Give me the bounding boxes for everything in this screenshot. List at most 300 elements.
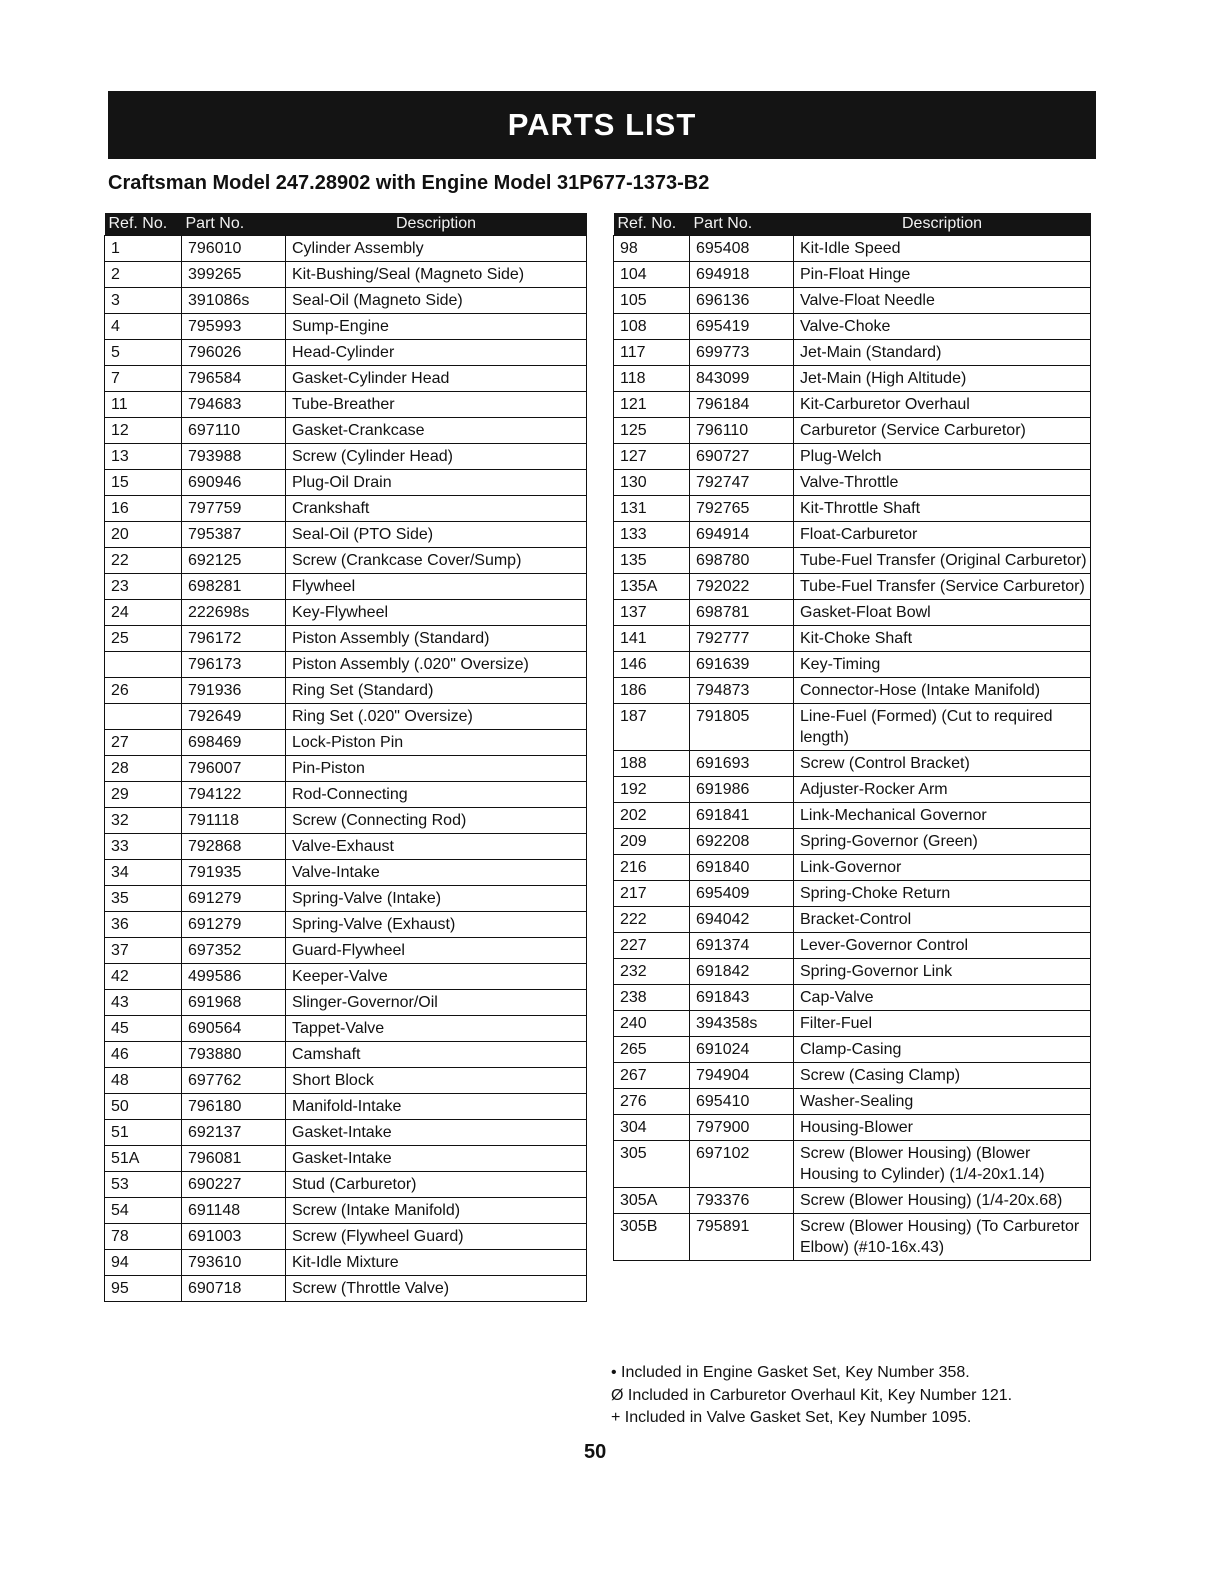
ref-no-cell: 12 — [105, 418, 182, 444]
part-no-cell: 843099 — [690, 366, 794, 392]
table-row — [105, 470, 587, 496]
ref-no-cell: 25 — [105, 626, 182, 652]
table-row — [105, 886, 587, 912]
description-cell: Connector-Hose (Intake Manifold) — [794, 678, 1091, 704]
ref-no-cell: 232 — [614, 959, 690, 985]
ref-no-cell: 36 — [105, 912, 182, 938]
table-row — [614, 933, 1091, 959]
table-row — [105, 808, 587, 834]
description-cell: Jet-Main (Standard) — [794, 340, 1091, 366]
part-no-cell: 694042 — [690, 907, 794, 933]
table-header — [614, 213, 1091, 236]
description-cell: Valve-Choke — [794, 314, 1091, 340]
ref-no-cell: 217 — [614, 881, 690, 907]
description-cell: Screw (Throttle Valve) — [286, 1276, 587, 1302]
description-cell: Pin-Piston — [286, 756, 587, 782]
table-row — [105, 912, 587, 938]
ref-no-cell: 35 — [105, 886, 182, 912]
ref-no-cell: 276 — [614, 1089, 690, 1115]
ref-no-cell: 51A — [105, 1146, 182, 1172]
description-cell: Washer-Sealing — [794, 1089, 1091, 1115]
part-no-cell: 796180 — [182, 1094, 286, 1120]
table-row — [105, 1276, 587, 1302]
ref-no-cell: 48 — [105, 1068, 182, 1094]
description-cell: Lever-Governor Control — [794, 933, 1091, 959]
ref-no-cell: 305A — [614, 1188, 690, 1214]
description-cell: Valve-Throttle — [794, 470, 1091, 496]
ref-no-cell: 11 — [105, 392, 182, 418]
description-cell: Bracket-Control — [794, 907, 1091, 933]
part-no-cell: 794873 — [690, 678, 794, 704]
table-row — [105, 704, 587, 730]
table-body — [105, 236, 587, 1302]
table-row — [105, 574, 587, 600]
part-no-cell: 695408 — [690, 236, 794, 262]
part-no-cell: 698281 — [182, 574, 286, 600]
description-cell: Adjuster-Rocker Arm — [794, 777, 1091, 803]
table-row — [614, 626, 1091, 652]
part-no-cell: 691639 — [690, 652, 794, 678]
ref-no-cell: 304 — [614, 1115, 690, 1141]
part-no-cell: 695419 — [690, 314, 794, 340]
part-no-cell: 796081 — [182, 1146, 286, 1172]
description-cell: Camshaft — [286, 1042, 587, 1068]
part-no-cell: 690564 — [182, 1016, 286, 1042]
header-part-no: Part No. — [690, 213, 794, 236]
table-row — [105, 626, 587, 652]
table-row — [614, 855, 1091, 881]
description-cell: Manifold-Intake — [286, 1094, 587, 1120]
ref-no-cell: 227 — [614, 933, 690, 959]
table-row — [105, 1250, 587, 1276]
part-no-cell: 791935 — [182, 860, 286, 886]
description-cell: Stud (Carburetor) — [286, 1172, 587, 1198]
ref-no-cell: 117 — [614, 340, 690, 366]
table-row — [105, 834, 587, 860]
description-cell: Kit-Idle Mixture — [286, 1250, 587, 1276]
table-row — [614, 548, 1091, 574]
table-row — [614, 751, 1091, 777]
description-cell: Gasket-Intake — [286, 1120, 587, 1146]
part-no-cell: 697762 — [182, 1068, 286, 1094]
table-row — [614, 1115, 1091, 1141]
description-cell: Screw (Crankcase Cover/Sump) — [286, 548, 587, 574]
description-cell: Key-Flywheel — [286, 600, 587, 626]
table-row — [614, 1063, 1091, 1089]
table-row — [614, 600, 1091, 626]
table-row — [614, 777, 1091, 803]
table-row — [105, 548, 587, 574]
table-row — [614, 522, 1091, 548]
description-cell: Float-Carburetor — [794, 522, 1091, 548]
ref-no-cell: 209 — [614, 829, 690, 855]
description-cell: Clamp-Casing — [794, 1037, 1091, 1063]
description-cell: Gasket-Float Bowl — [794, 600, 1091, 626]
table-row — [614, 907, 1091, 933]
part-no-cell: 795993 — [182, 314, 286, 340]
description-cell: Link-Governor — [794, 855, 1091, 881]
description-cell: Screw (Casing Clamp) — [794, 1063, 1091, 1089]
part-no-cell: 691374 — [690, 933, 794, 959]
table-row — [105, 990, 587, 1016]
ref-no-cell: 13 — [105, 444, 182, 470]
table-row — [614, 288, 1091, 314]
ref-no-cell: 105 — [614, 288, 690, 314]
ref-no-cell: 125 — [614, 418, 690, 444]
part-no-cell: 699773 — [690, 340, 794, 366]
description-cell: Tube-Breather — [286, 392, 587, 418]
description-cell: Keeper-Valve — [286, 964, 587, 990]
ref-no-cell: 192 — [614, 777, 690, 803]
ref-no-cell — [105, 652, 182, 678]
part-no-cell: 698780 — [690, 548, 794, 574]
table-row — [105, 444, 587, 470]
description-cell: Ring Set (.020" Oversize) — [286, 704, 587, 730]
description-cell: Housing-Blower — [794, 1115, 1091, 1141]
part-no-cell: 796026 — [182, 340, 286, 366]
description-cell: Ring Set (Standard) — [286, 678, 587, 704]
table-row — [614, 985, 1091, 1011]
description-cell: Crankshaft — [286, 496, 587, 522]
part-no-cell: 796010 — [182, 236, 286, 262]
description-cell: Line-Fuel (Formed) (Cut to required length) — [794, 704, 1091, 751]
description-cell: Spring-Governor (Green) — [794, 829, 1091, 855]
table-row — [614, 959, 1091, 985]
footnote-carburetor-kit: Ø Included in Carburetor Overhaul Kit, Key Number 121. — [611, 1386, 1013, 1404]
description-cell: Piston Assembly (.020" Oversize) — [286, 652, 587, 678]
description-cell: Flywheel — [286, 574, 587, 600]
table-row — [614, 392, 1091, 418]
part-no-cell: 793610 — [182, 1250, 286, 1276]
part-no-cell: 698469 — [182, 730, 286, 756]
part-no-cell: 794904 — [690, 1063, 794, 1089]
table-row — [105, 756, 587, 782]
table-row — [105, 1172, 587, 1198]
part-no-cell: 694914 — [690, 522, 794, 548]
table-row — [614, 1141, 1091, 1188]
table-header — [105, 213, 587, 236]
part-no-cell: 792868 — [182, 834, 286, 860]
table-row — [105, 600, 587, 626]
ref-no-cell: 135A — [614, 574, 690, 600]
description-cell: Jet-Main (High Altitude) — [794, 366, 1091, 392]
table-row — [105, 418, 587, 444]
ref-no-cell: 2 — [105, 262, 182, 288]
ref-no-cell: 141 — [614, 626, 690, 652]
description-cell: Kit-Bushing/Seal (Magneto Side) — [286, 262, 587, 288]
part-no-cell: 691279 — [182, 886, 286, 912]
part-no-cell: 691279 — [182, 912, 286, 938]
part-no-cell: 792022 — [690, 574, 794, 600]
table-row — [105, 1198, 587, 1224]
table-row — [614, 1037, 1091, 1063]
table-row — [614, 314, 1091, 340]
part-no-cell: 698781 — [690, 600, 794, 626]
part-no-cell: 796007 — [182, 756, 286, 782]
description-cell: Gasket-Intake — [286, 1146, 587, 1172]
ref-no-cell: 34 — [105, 860, 182, 886]
table-row — [105, 314, 587, 340]
table-row — [105, 1094, 587, 1120]
part-no-cell: 391086s — [182, 288, 286, 314]
part-no-cell: 793376 — [690, 1188, 794, 1214]
header-ref-no: Ref. No. — [614, 213, 690, 236]
ref-no-cell: 37 — [105, 938, 182, 964]
part-no-cell: 222698s — [182, 600, 286, 626]
ref-no-cell: 78 — [105, 1224, 182, 1250]
ref-no-cell: 28 — [105, 756, 182, 782]
ref-no-cell: 98 — [614, 236, 690, 262]
description-cell: Filter-Fuel — [794, 1011, 1091, 1037]
table-row — [105, 236, 587, 262]
description-cell: Screw (Cylinder Head) — [286, 444, 587, 470]
part-no-cell: 795387 — [182, 522, 286, 548]
part-no-cell: 394358s — [690, 1011, 794, 1037]
ref-no-cell: 3 — [105, 288, 182, 314]
table-row — [614, 1188, 1091, 1214]
part-no-cell: 691840 — [690, 855, 794, 881]
part-no-cell: 692208 — [690, 829, 794, 855]
description-cell: Kit-Carburetor Overhaul — [794, 392, 1091, 418]
part-no-cell: 792777 — [690, 626, 794, 652]
description-cell: Short Block — [286, 1068, 587, 1094]
part-no-cell: 795891 — [690, 1214, 794, 1261]
description-cell: Gasket-Cylinder Head — [286, 366, 587, 392]
ref-no-cell: 43 — [105, 990, 182, 1016]
part-no-cell: 794122 — [182, 782, 286, 808]
table-body — [614, 236, 1091, 1261]
ref-no-cell: 305B — [614, 1214, 690, 1261]
description-cell: Sump-Engine — [286, 314, 587, 340]
part-no-cell: 791118 — [182, 808, 286, 834]
part-no-cell: 792649 — [182, 704, 286, 730]
table-row — [614, 418, 1091, 444]
part-no-cell: 797759 — [182, 496, 286, 522]
ref-no-cell: 135 — [614, 548, 690, 574]
description-cell: Tappet-Valve — [286, 1016, 587, 1042]
part-no-cell: 696136 — [690, 288, 794, 314]
description-cell: Valve-Exhaust — [286, 834, 587, 860]
ref-no-cell: 222 — [614, 907, 690, 933]
description-cell: Valve-Float Needle — [794, 288, 1091, 314]
table-row — [614, 1214, 1091, 1261]
part-no-cell: 691148 — [182, 1198, 286, 1224]
part-no-cell: 796173 — [182, 652, 286, 678]
table-row — [105, 730, 587, 756]
part-no-cell: 695409 — [690, 881, 794, 907]
table-row — [614, 881, 1091, 907]
description-cell: Cylinder Assembly — [286, 236, 587, 262]
table-row — [614, 574, 1091, 600]
part-no-cell: 691843 — [690, 985, 794, 1011]
table-row — [105, 496, 587, 522]
description-cell: Screw (Connecting Rod) — [286, 808, 587, 834]
footnote-valve-gasket: + Included in Valve Gasket Set, Key Number 1095. — [611, 1409, 972, 1426]
part-no-cell: 690727 — [690, 444, 794, 470]
description-cell: Screw (Control Bracket) — [794, 751, 1091, 777]
table-row — [614, 340, 1091, 366]
ref-no-cell: 5 — [105, 340, 182, 366]
parts-table-left — [104, 213, 587, 1302]
header-ref-no: Ref. No. — [105, 213, 182, 236]
description-cell: Seal-Oil (PTO Side) — [286, 522, 587, 548]
page-title: PARTS LIST — [507, 107, 697, 142]
description-cell: Screw (Blower Housing) (To Carburetor Elbow) (#10-16x.43) — [794, 1214, 1091, 1261]
ref-no-cell: 32 — [105, 808, 182, 834]
part-no-cell: 691842 — [690, 959, 794, 985]
ref-no-cell: 50 — [105, 1094, 182, 1120]
ref-no-cell: 186 — [614, 678, 690, 704]
part-no-cell: 690718 — [182, 1276, 286, 1302]
ref-no-cell: 305 — [614, 1141, 690, 1188]
table-row — [105, 392, 587, 418]
description-cell: Spring-Governor Link — [794, 959, 1091, 985]
part-no-cell: 794683 — [182, 392, 286, 418]
table-row — [614, 829, 1091, 855]
table-row — [105, 964, 587, 990]
description-cell: Rod-Connecting — [286, 782, 587, 808]
ref-no-cell: 22 — [105, 548, 182, 574]
table-row — [105, 678, 587, 704]
description-cell: Kit-Choke Shaft — [794, 626, 1091, 652]
part-no-cell: 694918 — [690, 262, 794, 288]
description-cell: Tube-Fuel Transfer (Service Carburetor) — [794, 574, 1091, 600]
ref-no-cell: 104 — [614, 262, 690, 288]
table-row — [105, 652, 587, 678]
ref-no-cell: 20 — [105, 522, 182, 548]
ref-no-cell: 108 — [614, 314, 690, 340]
table-row — [105, 1120, 587, 1146]
description-cell: Screw (Intake Manifold) — [286, 1198, 587, 1224]
ref-no-cell: 4 — [105, 314, 182, 340]
table-row — [105, 1146, 587, 1172]
part-no-cell: 791805 — [690, 704, 794, 751]
ref-no-cell: 216 — [614, 855, 690, 881]
ref-no-cell: 51 — [105, 1120, 182, 1146]
part-no-cell: 793988 — [182, 444, 286, 470]
ref-no-cell: 267 — [614, 1063, 690, 1089]
part-no-cell: 796584 — [182, 366, 286, 392]
part-no-cell: 691003 — [182, 1224, 286, 1250]
ref-no-cell: 27 — [105, 730, 182, 756]
description-cell: Seal-Oil (Magneto Side) — [286, 288, 587, 314]
description-cell: Pin-Float Hinge — [794, 262, 1091, 288]
ref-no-cell: 7 — [105, 366, 182, 392]
ref-no-cell: 146 — [614, 652, 690, 678]
ref-no-cell: 188 — [614, 751, 690, 777]
description-cell: Link-Mechanical Governor — [794, 803, 1091, 829]
part-no-cell: 797900 — [690, 1115, 794, 1141]
table-row — [614, 444, 1091, 470]
ref-no-cell: 187 — [614, 704, 690, 751]
ref-no-cell: 33 — [105, 834, 182, 860]
description-cell: Carburetor (Service Carburetor) — [794, 418, 1091, 444]
table-row — [614, 652, 1091, 678]
part-no-cell: 695410 — [690, 1089, 794, 1115]
description-cell: Kit-Idle Speed — [794, 236, 1091, 262]
description-cell: Tube-Fuel Transfer (Original Carburetor) — [794, 548, 1091, 574]
ref-no-cell: 133 — [614, 522, 690, 548]
ref-no-cell: 29 — [105, 782, 182, 808]
description-cell: Cap-Valve — [794, 985, 1091, 1011]
ref-no-cell: 121 — [614, 392, 690, 418]
footnotes — [611, 1362, 1012, 1430]
table-row — [614, 1011, 1091, 1037]
table-row — [105, 782, 587, 808]
part-no-cell: 796110 — [690, 418, 794, 444]
table-row — [105, 1016, 587, 1042]
ref-no-cell: 202 — [614, 803, 690, 829]
ref-no-cell: 137 — [614, 600, 690, 626]
description-cell: Guard-Flywheel — [286, 938, 587, 964]
ref-no-cell: 130 — [614, 470, 690, 496]
part-no-cell: 792747 — [690, 470, 794, 496]
description-cell: Kit-Throttle Shaft — [794, 496, 1091, 522]
ref-no-cell: 95 — [105, 1276, 182, 1302]
part-no-cell: 692137 — [182, 1120, 286, 1146]
model-subtitle: Craftsman Model 247.28902 with Engine Model 31P677-1373-B2 — [108, 172, 710, 194]
ref-no-cell: 45 — [105, 1016, 182, 1042]
description-cell: Plug-Welch — [794, 444, 1091, 470]
table-row — [105, 366, 587, 392]
part-no-cell: 691024 — [690, 1037, 794, 1063]
description-cell: Spring-Valve (Exhaust) — [286, 912, 587, 938]
description-cell: Plug-Oil Drain — [286, 470, 587, 496]
page-number: 50 — [584, 1441, 607, 1463]
description-cell: Valve-Intake — [286, 860, 587, 886]
parts-list-banner — [108, 91, 1096, 159]
table-row — [105, 522, 587, 548]
table-row — [105, 288, 587, 314]
part-no-cell: 690227 — [182, 1172, 286, 1198]
header-part-no: Part No. — [182, 213, 286, 236]
ref-no-cell: 127 — [614, 444, 690, 470]
footnote-engine-gasket: • Included in Engine Gasket Set, Key Number 358. — [611, 1364, 970, 1381]
part-no-cell: 796172 — [182, 626, 286, 652]
ref-no-cell: 265 — [614, 1037, 690, 1063]
part-no-cell: 399265 — [182, 262, 286, 288]
part-no-cell: 796184 — [690, 392, 794, 418]
ref-no-cell: 94 — [105, 1250, 182, 1276]
table-row — [105, 938, 587, 964]
table-row — [614, 236, 1091, 262]
part-no-cell: 792765 — [690, 496, 794, 522]
description-cell: Piston Assembly (Standard) — [286, 626, 587, 652]
part-no-cell: 691841 — [690, 803, 794, 829]
ref-no-cell: 46 — [105, 1042, 182, 1068]
ref-no-cell: 53 — [105, 1172, 182, 1198]
part-no-cell: 697102 — [690, 1141, 794, 1188]
table-row — [614, 496, 1091, 522]
ref-no-cell: 15 — [105, 470, 182, 496]
part-no-cell: 691693 — [690, 751, 794, 777]
table-row — [614, 262, 1091, 288]
part-no-cell: 499586 — [182, 964, 286, 990]
header-description: Description — [794, 213, 1091, 236]
description-cell: Spring-Choke Return — [794, 881, 1091, 907]
table-row — [614, 704, 1091, 751]
ref-no-cell: 16 — [105, 496, 182, 522]
part-no-cell: 793880 — [182, 1042, 286, 1068]
description-cell: Screw (Blower Housing) (1/4-20x.68) — [794, 1188, 1091, 1214]
ref-no-cell: 24 — [105, 600, 182, 626]
ref-no-cell: 42 — [105, 964, 182, 990]
part-no-cell: 691968 — [182, 990, 286, 1016]
ref-no-cell: 1 — [105, 236, 182, 262]
table-row — [614, 803, 1091, 829]
table-row — [105, 860, 587, 886]
ref-no-cell: 23 — [105, 574, 182, 600]
